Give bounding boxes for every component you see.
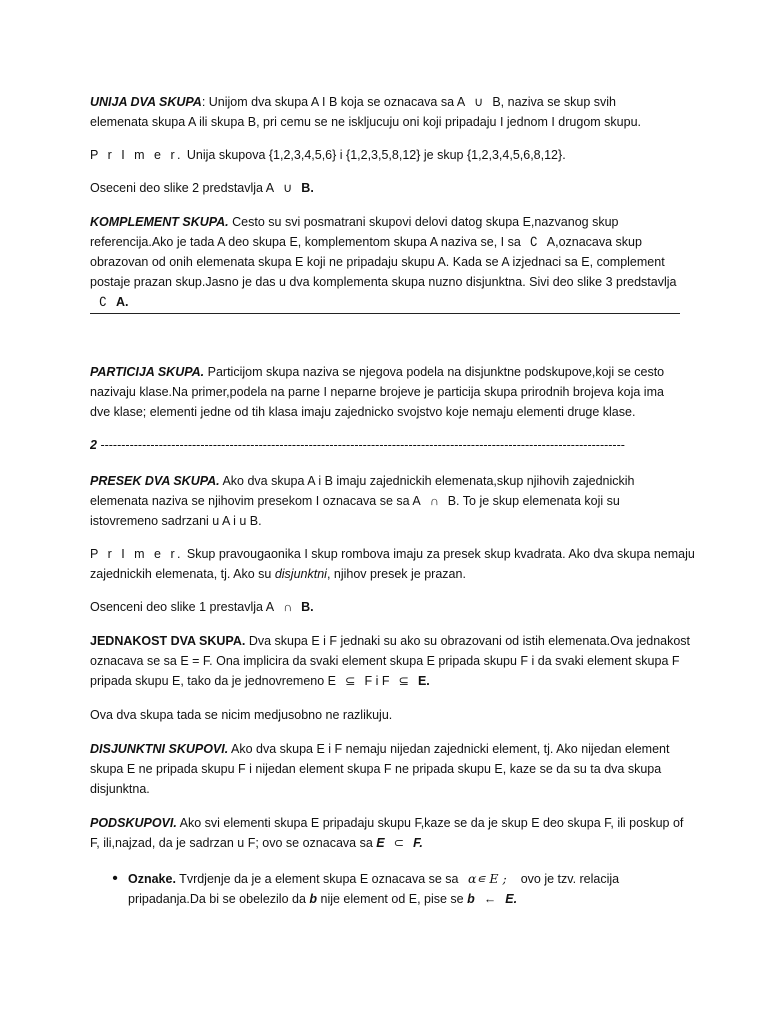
page-break-line <box>90 435 680 455</box>
paragraph-primer-2: P r I m e r. Skup pravougaonika I skup rombova imaju za presek skup kvadrata. Ako dva skupa nemaju zajednickih elemenata, tj. Ako su disjunktni, njihov presek je prazan. <box>90 547 695 581</box>
oznake-title: Oznake. <box>128 872 176 886</box>
unija-line-2: elemenata skupa A ili skupa B, pri cemu se ne iskljucuju oni koji pripadaju I jednom I drugom skupu. <box>90 115 641 129</box>
intersection-symbol: ∩ <box>283 600 293 614</box>
complement-symbol: ∁ <box>529 235 538 249</box>
paragraph-oznake: Oznake. Tvrdjenje da je a element skupa E oznacava se sa α∊ E ; ovo je tzv. relacija pripadanja.Da bi se obelezilo da b nije element od E, pise se b ← E. <box>128 869 680 909</box>
paragraph-jednakost: JEDNAKOST DVA SKUPA. Dva skupa E i F jednaki su ako su obrazovani od istih elemenata.Ova jednakost oznacava se sa E = F. Ona implicira da svaki element skupa E pripada skupu F i da svaki element skupa F pripada skupu E, tako da je jednovremeno E ⊆ F i F ⊆ E. <box>90 631 680 691</box>
paragraph-unija <box>90 92 680 132</box>
paragraph-ova-dva: Ova dva skupa tada se nicim medjusobno ne razlikuju. <box>90 708 393 722</box>
subseteq-symbol: ⊆ <box>398 674 409 688</box>
union-symbol: ∪ <box>283 181 293 195</box>
paragraph-podskupovi: PODSKUPOVI. Ako svi elementi skupa E pripadaju skupu F,kaze se da je skup E deo skupa F, ili poskup of F, ili,najzad, da je sadrzan u F; ovo se oznacava sa E ⊂ F. <box>90 813 680 853</box>
particija-title: PARTICIJA SKUPA. <box>90 365 205 379</box>
page-number: 2 <box>90 438 97 452</box>
paragraph-oseceni-1: Oseceni deo slike 2 predstavlja A ∪ B. <box>90 178 680 198</box>
union-symbol: ∪ <box>474 95 484 109</box>
primer-label: P r I m e r. <box>90 148 184 162</box>
membership-expression: α∊ E ; <box>468 871 507 886</box>
paragraph-presek: PRESEK DVA SKUPA. Ako dva skupa A i B imaju zajednickih elemenata,skup njihovih zajednickih elemenata naziva se njihovim presekom I oznacava se sa A ∩ B. To je skup elemenata koji su istovremeno sadrzani u A i u B. <box>90 474 635 528</box>
intersection-symbol: ∩ <box>429 494 439 508</box>
presek-title: PRESEK DVA SKUPA. <box>90 474 220 488</box>
disjunktni-title: DISJUNKTNI SKUPOVI. <box>90 742 229 756</box>
paragraph-oseceni-2: Osenceni deo slike 1 prestavlja A ∩ B. <box>90 597 680 617</box>
paragraph-disjunktni: DISJUNKTNI SKUPOVI. Ako dva skupa E i F nemaju nijedan zajednicki element, tj. Ako nijedan element skupa E ne pripada skupu F i nijedan element skupa F ne pripada skupu E, kaze se da su ta dva skupa disjunktna. <box>90 742 670 796</box>
primer-label: P r I m e r. <box>90 547 184 561</box>
bullet-icon: • <box>112 870 118 887</box>
dash-separator: ------------------------------------------------------------------------------------------------------------------------------ <box>100 438 625 452</box>
paragraph-particija: PARTICIJA SKUPA. Particijom skupa naziva se njegova podela na disjunktne podskupove,koji se cesto nazivaju klase.Na primer,podela na parne I neparne brojeve je particija skupa prirodnih brojeva koja ima dve klase; elementi jedne od tih klasa imaju zajednicko svojstvo koje nemaju elementi druge klase. <box>90 365 665 419</box>
jednakost-title: JEDNAKOST DVA SKUPA. <box>90 634 246 648</box>
horizontal-rule <box>90 313 680 314</box>
unija-title: UNIJA DVA SKUPA <box>90 95 202 109</box>
podskupovi-title: PODSKUPOVI. <box>90 816 177 830</box>
komplement-title: KOMPLEMENT SKUPA. <box>90 215 229 229</box>
complement-symbol: ∁ <box>99 295 107 309</box>
unija-line-1: UNIJA DVA SKUPA: Unijom dva skupa A I B koja se oznacava sa A ∪ B, naziva se skup svih <box>90 92 680 112</box>
subset-symbol: ⊂ <box>393 836 405 850</box>
paragraph-komplement: KOMPLEMENT SKUPA. Cesto su svi posmatrani skupovi delovi datog skupa E,nazvanog skup referencija.Ako je tada A deo skupa E, komplementom skupa A naziva se, I sa ∁ A,oznacava skup obrazovan od onih elemenata skupa E koji ne pripadaju skupu A. Kada se A izjednaci sa E, complement postaje prazan skup.Jasno je das u dva komplementa skupa nuzno disjunktna. Sivi deo slike 3 predstavlja ∁ A. <box>90 212 680 312</box>
arrow-left-icon: ← <box>483 892 497 906</box>
paragraph-primer-1: P r I m e r. Unija skupova {1,2,3,4,5,6} i {1,2,3,5,8,12} je skup {1,2,3,4,5,6,8,12}. <box>90 148 566 162</box>
subseteq-symbol: ⊆ <box>345 674 356 688</box>
